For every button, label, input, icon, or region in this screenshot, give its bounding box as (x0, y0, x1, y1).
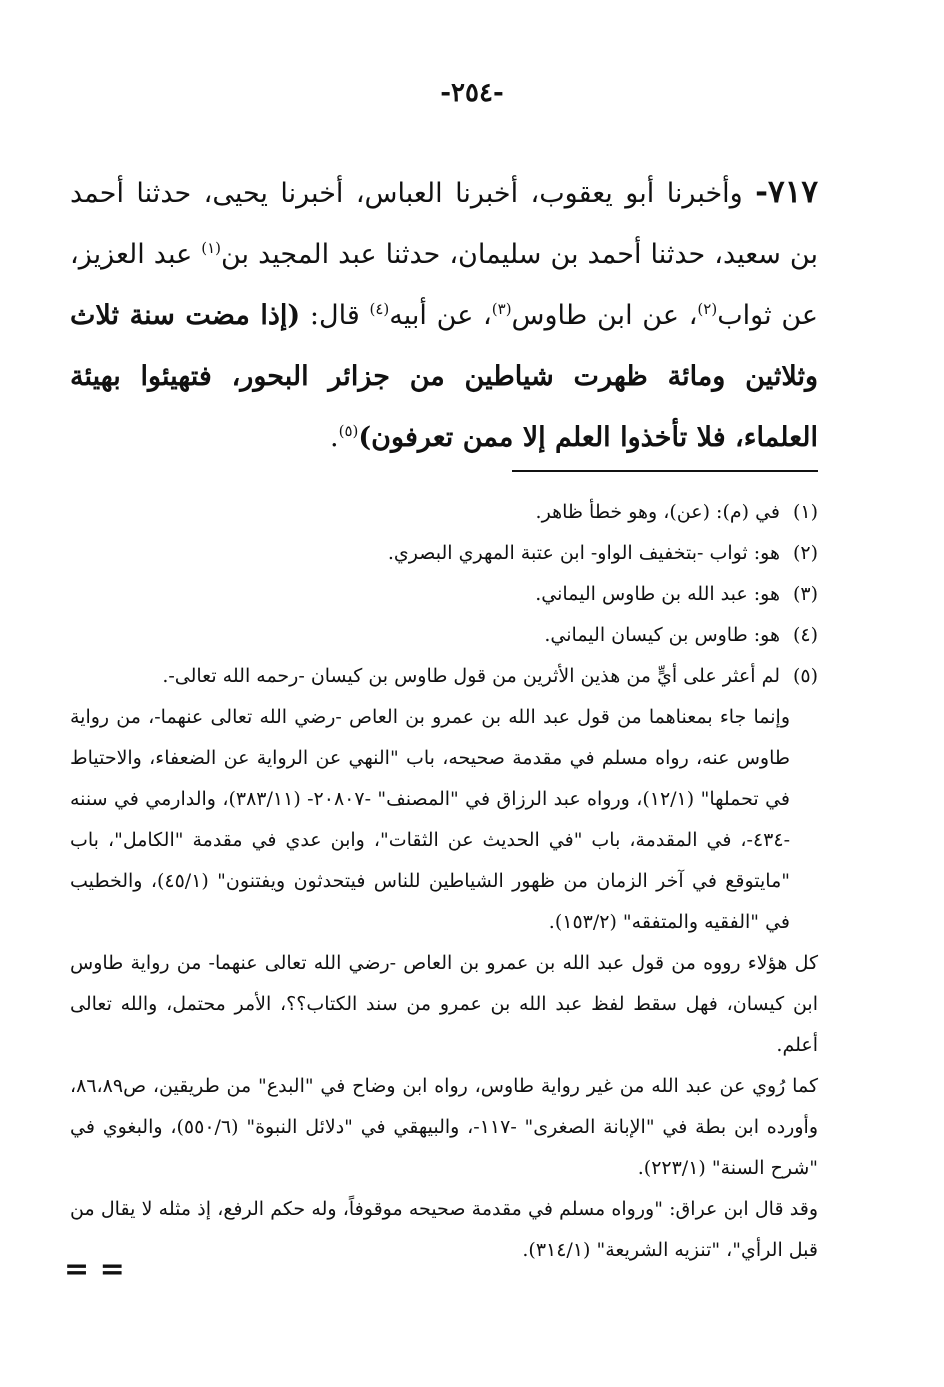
footnote-5-continuation: كما رُوي عن عبد الله من غير رواية طاوس، رواه ابن وضاح في "البدع" من طريقين، ص٨٦،٨٩، وأورده ابن بطة في "الإبانة الصغرى" -١١٧-، والبيهقي في "دلائل النبوة" (٥٥٠/٦)، والبغوي في "شرح السنة" (٢٢٣/١). (70, 1075, 818, 1179)
continuation-mark: = = (64, 1252, 125, 1287)
hadith-text-part: وأخبرنا أبو يعقوب، أخبرنا العباس، أخبرنا يحيى، حدثنا أحمد بن سعيد، حدثنا أحمد بن سليمان، حدثنا عبد المجيد بن (70, 178, 818, 270)
footnotes (70, 492, 818, 1271)
footnote-number: (٢) (792, 542, 818, 564)
footnote-number: (٤) (792, 624, 818, 646)
footnote-divider (512, 470, 818, 472)
footnote-1 (70, 492, 818, 533)
hadith-text (70, 162, 818, 468)
footnote-number: (٥) (792, 665, 818, 687)
hadith-text-part: قال: (300, 300, 370, 331)
footnote-text: لم أعثر على أيٍّ من هذين الأثرين من قول طاوس بن كيسان -رحمه الله تعالى-. (162, 665, 780, 687)
footnote-ref-5[interactable]: (٥) (338, 422, 359, 440)
page-number: -٢٥٤- (440, 78, 504, 108)
footnote-number: (٣) (792, 583, 818, 605)
hadith-end: . (330, 422, 339, 453)
footnote-ref-2[interactable]: (٢) (697, 300, 718, 318)
footnote-ref-3[interactable]: (٣) (491, 300, 512, 318)
footnote-5-continuation: وإنما جاء بمعناهما من قول عبد الله بن عمرو بن العاص -رضي الله تعالى عنهما-، من رواية طاوس عنه، رواه مسلم في مقدمة صحيحه، باب "النهي عن الرواية عن الضعفاء، والاحتياط في تحملها" (١٢/١)، ورواه عبد الرزاق في "المصنف" -٢٠٨٠٧- (٣٨٣/١١)، والدارمي في سننه -٤٣٤-، في المقدمة، باب "في الحديث عن الثقات"، وابن عدي في مقدمة "الكامل"، باب "مايتوقع في آخر الزمان من ظهور الشياطين للناس فيتحدثون ويفتنون" (٤٥/١)، والخطيب في "الفقيه والمتفقه" (١٥٣/٢). (70, 706, 790, 933)
footnote-2 (70, 533, 818, 574)
footnote-number: (١) (792, 501, 818, 523)
hadith-text-part: ، عن أبيه (389, 300, 492, 331)
footnote-5-continuation: وقد قال ابن عراق: "ورواه مسلم في مقدمة صحيحه موقوفاً، وله حكم الرفع، إذ مثله لا يقال من قبل الرأي"، "تنزيه الشريعة" (٣١٤/١). (70, 1198, 818, 1261)
footnote-3 (70, 574, 818, 615)
footnote-text: هو: طاوس بن كيسان اليماني. (544, 624, 780, 646)
footnote-5-continuation: كل هؤلاء رووه من قول عبد الله بن عمرو بن العاص -رضي الله تعالى عنهما- من رواية طاوس ابن كيسان، فهل سقط لفظ عبد الله بن عمرو من سند الكتاب؟؟، الأمر محتمل، والله تعالى أعلم. (70, 952, 818, 1056)
footnote-5 (70, 656, 818, 697)
footnote-ref-1[interactable]: (١) (201, 239, 221, 257)
hadith-text-part: ، عن ابن طاوس (511, 300, 698, 331)
hadith-number: ٧١٧- (755, 174, 818, 210)
footnote-text: في (م): (عن)، وهو خطأ ظاهر. (535, 501, 780, 523)
footnote-4 (70, 615, 818, 656)
footnote-ref-4[interactable]: (٤) (369, 300, 390, 318)
hadith-text-part: عبد العزيز، عن ثواب (70, 239, 818, 331)
footnote-text: هو: ثواب -بتخفيف الواو- ابن عتبة المهري البصري. (387, 542, 780, 564)
footnote-text: هو: عبد الله بن طاوس اليماني. (535, 583, 780, 605)
hadith-quote: (إذا مضت سنة ثلاث وثلاثين ومائة ظهرت شياطين من جزائر البحور، فتهيئوا بهيئة العلماء، فلا تأخذوا العلم إلا ممن تعرفون) (70, 300, 818, 453)
